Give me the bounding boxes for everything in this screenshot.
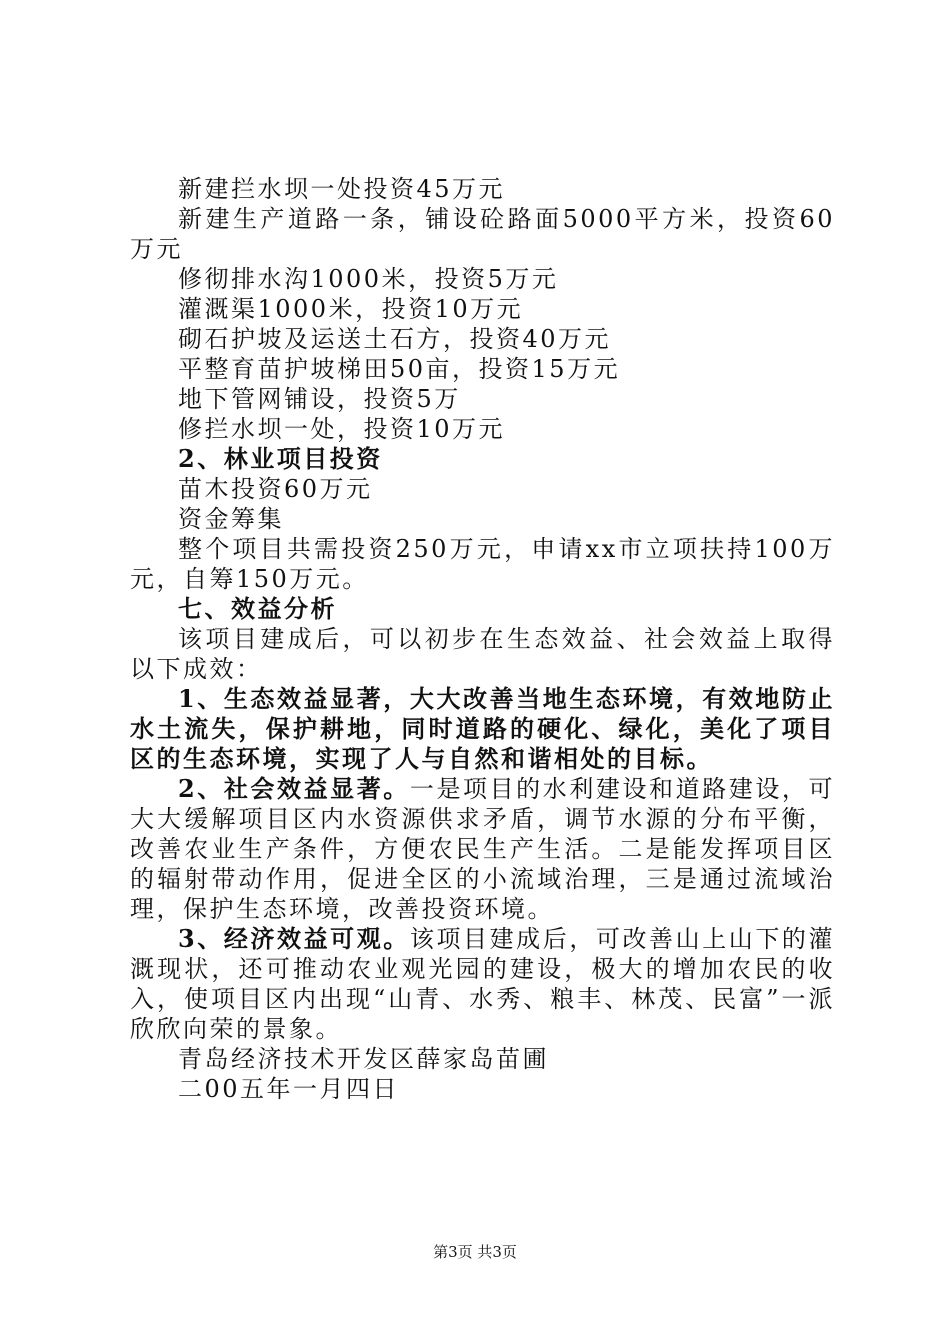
paragraph-dam-investment: 新建拦水坝一处投资45万元 [178, 175, 506, 203]
paragraph-drainage-ditch: 修彻排水沟1000米，投资5万元 [178, 265, 559, 293]
paragraph-pipe-network: 地下管网铺设，投资5万 [178, 385, 461, 413]
signature-date: 二00五年一月四日 [178, 1075, 400, 1103]
economic-benefit-lead: 3、经济效益可观。 [178, 924, 410, 953]
paragraph-benefit-intro: 该项目建成后，可以初步在生态效益、社会效益上取得以下成效： [130, 625, 835, 683]
signature-organization: 青岛经济技术开发区薛家岛苗圃 [178, 1045, 549, 1073]
social-benefit-body: 一是项目的水利建设和道路建设，可大大缓解项目区内水资源供求矛盾，调节水源的分布平衡，改善农业生产条件，方便农民生产生活。二是能发挥项目区的辐射带动作用，促进全区的小流域治理，三是通过流域治理，保护生态环境，改善投资环境。 [130, 775, 835, 923]
heading-benefit-analysis: 七、效益分析 [178, 594, 337, 623]
economic-benefit-body: 该项目建成后，可改善山上山下的灌溉现状，还可推动农业观光园的建设，极大的增加农民的收入，使项目区内出现“山青、水秀、粮丰、林茂、民富”一派欣欣向荣的景象。 [130, 925, 835, 1043]
paragraph-irrigation-canal: 灌溉渠1000米，投资10万元 [178, 295, 524, 323]
page-number-footer: 第3页 共3页 [433, 1243, 517, 1261]
social-benefit-lead: 2、社会效益显著。 [178, 774, 410, 803]
heading-fund-raising: 资金筹集 [178, 505, 284, 533]
paragraph-slope-protection: 砌石护坡及运送土石方，投资40万元 [178, 325, 612, 353]
paragraph-total-investment: 整个项目共需投资250万元，申请xx市立项扶持100万元，自筹150万元。 [130, 535, 835, 593]
paragraph-seedling-investment: 苗木投资60万元 [178, 475, 373, 503]
paragraph-ecological-benefit: 1、生态效益显著，大大改善当地生态环境，有效地防止水土流失，保护耕地，同时道路的硬化、绿化，美化了项目区的生态环境，实现了人与自然和谐相处的目标。 [130, 684, 835, 773]
paragraph-terraced-fields: 平整育苗护坡梯田50亩，投资15万元 [178, 355, 621, 383]
paragraph-road-investment: 新建生产道路一条，铺设砼路面5000平方米，投资60万元 [130, 205, 835, 263]
paragraph-dam-repair: 修拦水坝一处，投资10万元 [178, 415, 506, 443]
heading-forestry-investment: 2、林业项目投资 [178, 444, 383, 473]
document-body [130, 174, 835, 1104]
paragraph-economic-benefit [130, 924, 835, 1044]
paragraph-social-benefit [130, 774, 835, 924]
